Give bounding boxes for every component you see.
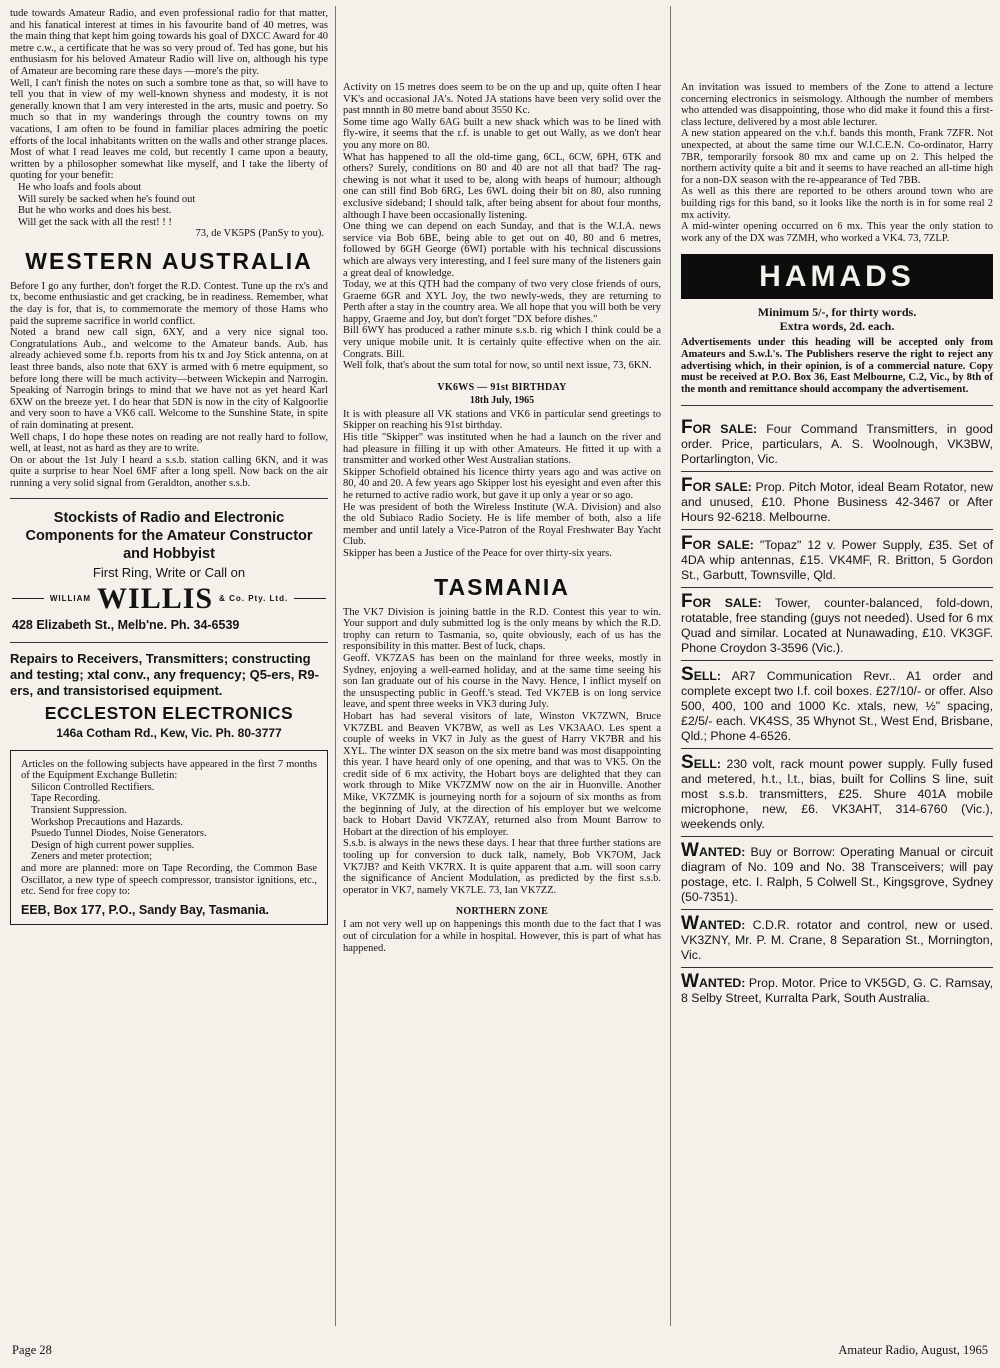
article-text: I am not very well up on happenings this month due to the fact that I was out of circulation for a while in hospital. However, this is part of what has happened. — [343, 919, 661, 954]
logo-small-text: & Co. Pty. Ltd. — [219, 594, 289, 604]
advert-eeb — [10, 750, 328, 925]
logo-small-text: WILLIAM — [49, 594, 92, 604]
classified-lead: WANTED: — [681, 971, 746, 993]
quoted-poem: He who loafs and fools about Will surely be sacked when he's found out But he who works and does his best. Will get the sack with all the rest! ! ! — [18, 181, 196, 228]
advert-address: 428 Elizabeth St., Melb'ne. Ph. 34-6539 — [12, 617, 240, 632]
classified-ad — [681, 909, 993, 967]
classified-lead: FOR SALE: — [681, 591, 762, 613]
advert-headline: Stockists of Radio and Electronic Components for the Amateur Constructor and Hobbyist — [25, 509, 313, 562]
hamads-rate: Extra words, 2d. each. — [779, 319, 895, 334]
section-heading-tasmania: TASMANIA — [434, 573, 570, 600]
column-left — [10, 0, 328, 925]
advert-company-name: ECCLESTON ELECTRONICS — [44, 702, 294, 723]
classified-list — [681, 414, 993, 1010]
classified-text: "Topaz" 12 v. Power Supply, £35. Set of 4DA whip antennas, £15. VK4MF, R. Britton, 5 Gordon St., Garbutt, Townsville, Qld. — [681, 538, 993, 583]
column-right — [681, 0, 993, 1010]
advert-text: First Ring, Write or Call on — [92, 564, 246, 580]
page-number: Page 28 — [12, 1343, 52, 1357]
classified-lead: FOR SALE: — [681, 475, 752, 497]
classified-lead: FOR SALE: — [681, 533, 754, 555]
classified-lead: SELL: — [681, 752, 722, 774]
willis-logo — [12, 582, 326, 616]
classified-text: Prop. Pitch Motor, ideal Beam Rotator, new and unused, £10. Phone Business 42-3467 or After Hours 92-6218. Melbourne. — [681, 480, 993, 525]
classified-text: C.D.R. rotator and control, new or used. VK3ZNY, Mr. P. M. Crane, 8 Separation St., Mornington, Vic. — [681, 918, 993, 963]
subheading-date: 18th July, 1965 — [469, 394, 535, 406]
classified-ad — [681, 529, 993, 587]
advert-text: Articles on the following subjects have appeared in the first 7 months of the Equipment Exchange Bulletin: — [21, 758, 317, 782]
subheading-northern-zone: NORTHERN ZONE — [455, 906, 549, 918]
advert-subject-list: Silicon Controlled Rectifiers. Tape Recording. Transient Suppression. Workshop Precautions and Hazards. Psuedo Tunnel Diodes, Noise Generators. Design of high current power supplies. Zeners and meter protection; — [31, 781, 207, 863]
classified-lead: WANTED: — [681, 913, 746, 935]
article-text: The VK7 Division is joining battle in the R.D. Contest this year to win. Your support and duly submitted log is the only means by which the R.D. trophy can return to Tasmania, so, quite obviously, each of us has the responsibility in this matter. Best of luck, chaps. Geoff. VK7ZAS has been on the mainland for three weeks, mostly in Sydney, enjoying a well-earned holiday, and at the same time seeing his son Ian graduate out of his course in the Navy. Hence, I inflict myself on the unsuspecting public in Geoff.'s stead. Ted VK7EB is on long service leave, and spent three weeks in VK3 during July. Hobart has had several visitors of late, Winston VK7ZWN, Bruce VK7ZBL and Beaven VK7BW, as well as Les VK3AAO. Les spent a couple of weeks in VK7 in July as the guest of Harry VK7BR and his XYL. The winter DX season on the six metre band was most disappointing this year. I have heard only of one opening, and that was to VK5. On the credit side of 6 mx activity, the Hobart boys are delighted that they can work through to Mike VK7ZMW now on the air in Huonville. Another Mike, VK7ZMK is journeying north for a sojourn of six months as from the beginning of July, at the direction of his employer but we welcome back to Hobart David VK7ZAY, returned also from Mount Barrow to Hobart at the direction of his employer. S.s.b. is always in the news these days. I hear that three further stations are tooling up for conversion to duck talk, namely, Bob VK7OM, Jack VK7JB? and Keith VK7RX. It is quite apparent that a.m. will soon carry the significance of Ancient Modulation, as predicted by the first s.s.b. operator in VK7, namely VK7LE. 73, Ian VK7ZZ. — [343, 606, 661, 896]
classified-ad — [681, 471, 993, 529]
classified-lead: WANTED: — [681, 840, 746, 862]
classified-ad — [681, 660, 993, 748]
article-text: tude towards Amateur Radio, and even professional radio for that matter, and his fanatical interest at times in his favourite band of 40 metres, was the main thing that kept him going towards his goal of DXCC Award for 40 metre c.w., a certificate that he was so very proud of. Ted has gone, but his enthusiasm for his beloved Amateur Radio will live on, although his type of Amateur are becoming rare these days —more's the pity. Well, I can't finish the notes on such a sombre tone as that, so will have to tell you that in view of my well-known shyness and modesty, it is not generally known that I am very interested in the arts, music and poetry. So much so that in my wanderings through the country towns on my vacations, I am often to be found in familiar places admiring the poetic efforts of the local inhabitants written on the walls and other strange places. Most of what I read leaves me cold, but recently I came upon a beauty, written by a philosopher somewhat like myself, and I take the liberty of quoting for your benefit: — [10, 8, 328, 182]
hamads-terms: Advertisements under this heading will be accepted only from Amateurs and S.w.l.'s. The Publishers reserve the right to reject any advertising which, in their opinion, is of a commercial nature. Copy must be received at P.O. Box 36, East Melbourne, C.2, Vic., by 8th of the month and remittance should accompany the advertisement. — [681, 337, 993, 395]
classified-text: Four Command Transmitters, in good order. Price, particulars, A. S. Woolnough, VK3BW, Portarlington, Vic. — [681, 422, 993, 467]
article-text: An invitation was issued to members of the Zone to attend a lecture concerning electronics in seismology. Although the number of members who attended was disappointing, those who did make it found this a first-class lecture, delivered by a most able lecturer. A new station appeared on the v.h.f. bands this month, Frank 7ZFR. Not unexpected, at about the same time our W.I.C.E.N. Co-ordinator, Harry 7BR, temporarily forsook 80 mx and came up on 2. This helped the northern activity quite a bit and it seems to have reached an all-time high for a non-DX season with the re-appearance of Ted 7BB. As well as this there are reported to be others around town who are building rigs for this band, so it looks like the north is in for some real 2 mx activity. A mid-winter opening occurred on 6 mx. This year the only station to work any of the DX was 7ZMH, who worked a VK4. 73, 7ZLP. — [681, 82, 993, 244]
classified-lead: FOR SALE: — [681, 417, 758, 439]
classified-text: Buy or Borrow: Operating Manual or circuit diagram of No. 109 and No. 38 Transceivers; will pay postage, etc. I. Ralph, 5 Colwell St., Kingsgrove, Sydney (50-7351). — [681, 845, 993, 905]
advert-text: and more are planned: more on Tape Recording, the Common Base Oscillator, a new type of speech compressor, transistor ignitions, etc., etc. Send for free copy to: — [21, 862, 317, 898]
classified-lead: SELL: — [681, 664, 722, 686]
subheading-birthday: VK6WS — 91st BIRTHDAY — [437, 381, 567, 393]
classified-text: Prop. Motor. Price to VK5GD, G. C. Ramsay, 8 Selby Street, Kurralta Park, South Australia. — [681, 976, 993, 1006]
classified-text: 230 volt, rack mount power supply. Fully fused and metered, h.t., l.t., bias, built for Collins S line, suit most s.s.b. transmitters, £25. Shure 401A mobile microphone, new, £6. VK3AHT, 314-6760 (Vic.), weekends only. — [681, 757, 993, 832]
section-heading-western-australia: WESTERN AUSTRALIA — [25, 247, 313, 274]
classified-text: AR7 Communication Revr.. A1 order and complete except two I.f. coil boxes. £27/10/- or offer. Also 500, 400, 100 and 1000 Kc. xtals, new, ½" spacing, £2/5/- each. VK4SS, 35 Whynot St., West End, Brisbane, Qld.; Phone 4-6526. — [681, 669, 993, 744]
logo-brand: WILLIS — [97, 581, 214, 615]
advert-address: 146a Cotham Rd., Kew, Vic. Ph. 80-3777 — [56, 725, 282, 740]
advert-headline: Repairs to Receivers, Transmitters; constructing and testing; xtal conv., any frequency; Q5-ers, R9-ers, and transistorised equipment. — [10, 650, 319, 698]
divider — [10, 498, 328, 499]
column-middle — [343, 0, 661, 954]
divider — [10, 642, 328, 643]
publication-line: Amateur Radio, August, 1965 — [838, 1343, 988, 1357]
classified-ad — [681, 414, 993, 471]
column-rule — [335, 6, 336, 1326]
divider — [681, 405, 993, 406]
article-text: It is with pleasure all VK stations and VK6 in particular send greetings to Skipper on reaching his 91st birthday. His title "Skipper" was instituted when he had a launch on the river and had pleasure in filling it up with other Amateurs. He fitted it up with a transmitter and worked other West Australian stations. Skipper Schofield obtained his licence thirty years ago and was active on 80, 40 and 20. A few years ago Skipper lost his eyesight and even after this he returned to active radio work, but gave it up only a year or so ago. He was president of both the Wireless Institute (W.A. Division) and also the old Subiaco Radio Society. He is life member of both, also a life member and until lately a Vice-Patron of the Royal Freshwater Bay Yacht Club. Skipper has been a Justice of the Peace for over thirty-six years. — [343, 408, 661, 559]
hamads-banner: HAMADS — [681, 254, 993, 299]
signature: 73, de VK5PS (PanSy to you). — [195, 228, 324, 240]
article-text: Before I go any further, don't forget the R.D. Contest. Tune up the rx's and tx, become enthusiastic and get cracking, be in readiness. Remember, what the day is for, that is, to commemorate the memory of those Hams who paid the supreme sacrifice in world conflict. Noted a brand new call sign, 6XY, and a very nice signal too. Congratulations Aub., and welcome to the Amateur bands. Aub. has already achieved some f.b. reports from his tx and Joy Stick antenna, on at least three bands, also note that 6XY is armed with 6 metre equipment, so before long there will be much activity—between Wickepin and Narrogin. Speaking of Narrogin brings to mind that we have not as yet heard Karl 6XW on the breeze yet. I do hear that 5DN is now in the city of Kalgoorlie and very soon to have a VK6 call. Welcome to the Sunshine State, in spite of rain dominating at present. Well chaps, I do hope these notes on reading are not really hard to follow, well, at least, not as hard as they are to write. On or about the 1st July I heard a s.s.b. station calling 6KN, and it was quite a surprise to hear Noel 6MF after a long spell. Now back on the air running a very solid signal from Geraldton, another s.s.b. — [10, 280, 328, 489]
hamads-rate: Minimum 5/-, for thirty words. — [757, 305, 917, 320]
advert-eccleston — [10, 651, 328, 740]
advert-willis — [10, 507, 328, 634]
classified-ad — [681, 587, 993, 660]
column-rule — [670, 6, 671, 1326]
classified-text: Tower, counter-balanced, fold-down, rotatable, free standing (guys not needed). Used for 6 mx Quad and similar. Located at Nunawading, £10. VK3GF. Phone Croydon 3-3596 (Vic.). — [681, 596, 993, 656]
classified-ad — [681, 748, 993, 836]
classified-ad — [681, 967, 993, 1010]
advert-address: EEB, Box 177, P.O., Sandy Bay, Tasmania. — [21, 902, 270, 917]
article-text: Activity on 15 metres does seem to be on the up and up, quite often I hear VK's and occasional JA's. Noted JA stations have been very solid over the past mnnth in 80 metre band about 3550 Kc. Some time ago Wally 6AG built a new shack which was to be lined with fly-wire, it seems that the r.f. is unable to get out Wally, as we don't hear you any more on 80. What has happened to all the old-time gang, 6CL, 6CW, 6PH, 6TK and others? Surely, conditions on 80 and 40 are not all that bad? The rag-chewing is not what it used to be, along with heaps of humour; although one can still find Bob 6RG, Les 6WL doing their bit on 80, also running exclusive sideband; I should talk, after being absent for about four months, although I have been occasionally listening. One thing we can depend on each Sunday, and that is the W.I.A. news service via Bob 6BE, being able to get out on 40, 80 and 6 metres, followed by 6GH George (6WI) portable with his technical discussions which are always very interesting, and I feel sure many of the listeners gain a great deal of knowledge. Today, we at this QTH had the company of two very close friends of ours, Graeme 6GR and XYL Joy, the two newly-weds, they are returning to Perth after a stay in the country area. We all hope that you will both be very happy, Graeme and Joy, but don't forget "DX before dishes." Bill 6WY has produced a rather minute s.s.b. rig which I think could be a very unique mobile unit. It is certainly quite effective when on the air. Congrats. Bill. Well folk, that's about the sum total for now, so until next issue, 73, 6KN. — [343, 82, 661, 372]
classified-ad — [681, 836, 993, 909]
